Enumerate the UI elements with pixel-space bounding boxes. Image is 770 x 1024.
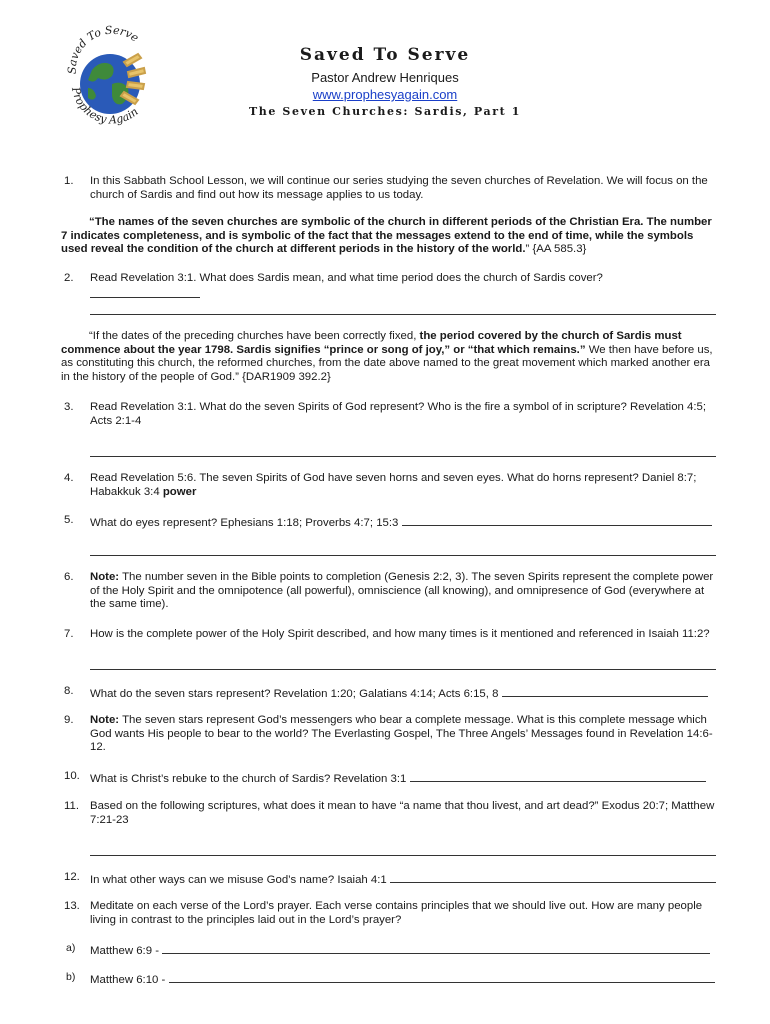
sub-item-a	[90, 942, 716, 959]
note-9-text: The seven stars represent God’s messengers who bear a complete message. What is this complete message which God wants His people to bear to the world? The Everlasting Gospel, The Three Angels’ Messages found in Revelation 14:6-12.	[90, 714, 713, 754]
item-number: 2.	[64, 272, 74, 284]
answer-line[interactable]	[90, 314, 716, 315]
answer-blank[interactable]	[169, 971, 715, 983]
note-label: Note:	[90, 571, 120, 583]
question-4-answer: power	[162, 485, 197, 498]
item-number: 6.	[64, 571, 74, 583]
quote-aa-bold: “The names of the seven churches are symbolic of the church in different periods of the Christian Era. The number 7 indicates completeness, and is symbolic of the fact that the messages extend to the end of time, while the symbols used reveal the condition of the church at different periods in the history of the world.	[61, 216, 712, 256]
item-number: 10.	[64, 770, 80, 782]
sub-item-label: b)	[66, 971, 76, 983]
item-number: 12.	[64, 871, 80, 883]
answer-line[interactable]	[90, 456, 716, 457]
question-4	[90, 472, 716, 499]
question-4-text: Read Revelation 5:6. The seven Spirits of God have seven horns and seven eyes. What do horns represent? Daniel 8:7; Habakkuk 3:4	[90, 472, 697, 498]
note-6-text: The number seven in the Bible points to completion (Genesis 2:2, 3). The seven Spirits represent the complete power of the Holy Spirit and the omnipotence (all powerful), omniscience (all knowing), and omnipresence of God (everywhere at the same time).	[90, 571, 714, 611]
sub-item-label: a)	[66, 942, 76, 954]
quote-aa	[61, 216, 716, 257]
item-number: 3.	[64, 401, 74, 413]
item-number: 1.	[64, 175, 74, 187]
answer-line[interactable]	[90, 555, 716, 556]
question-8	[90, 685, 716, 702]
question-12-text: In what other ways can we misuse God’s name? Isaiah 4:1	[90, 874, 387, 886]
sub-item-b	[90, 971, 716, 988]
question-2-text: Read Revelation 3:1. What does Sardis mean, and what time period does the church of Sardis cover?	[90, 272, 603, 284]
quote-dar	[61, 330, 716, 384]
question-10-text: What is Christ’s rebuke to the church of Sardis? Revelation 3:1	[90, 773, 407, 785]
answer-blank[interactable]	[162, 942, 710, 954]
question-5-text: What do eyes represent? Ephesians 1:18; Proverbs 4:7; 15:3	[90, 517, 399, 529]
question-11: Based on the following scriptures, what does it mean to have “a name that thou livest, and art dead?” Exodus 20:7; Matthew 7:21-23	[90, 800, 715, 826]
answer-line[interactable]	[90, 855, 716, 856]
question-3: Read Revelation 3:1. What do the seven Spirits of God represent? Who is the fire a symbol of in scripture? Revelation 4:5; Acts 2:1-4	[90, 401, 707, 427]
quote-dar-bold: the period covered by the church of Sardis must commence about the year 1798. Sardis signifies “prince or song of joy,” or “that which remains.”	[61, 330, 682, 356]
item-number: 9.	[64, 714, 74, 726]
quote-aa-ref: ” {AA 585.3}	[525, 243, 587, 256]
pastor-name: Pastor Andrew Henriques	[311, 70, 459, 85]
question-13: Meditate on each verse of the Lord’s prayer. Each verse contains principles that we should live out. How are many people living in contrast to the principles laid out in the Lord’s prayer?	[90, 900, 703, 926]
question-5	[90, 514, 716, 531]
item-number: 11.	[64, 800, 79, 812]
answer-blank[interactable]	[402, 514, 712, 526]
answer-blank[interactable]	[410, 770, 706, 782]
sub-item-b-text: Matthew 6:10 -	[90, 974, 166, 986]
question-1: In this Sabbath School Lesson, we will continue our series studying the seven churches of Revelation. We will focus on the church of Sardis and find out how its message applies to us today.	[90, 175, 708, 201]
question-12	[90, 871, 716, 888]
item-number: 4.	[64, 472, 74, 484]
note-label: Note:	[90, 714, 120, 726]
quote-dar-c: We then have before us, as constituting this church, the reformed churches, from the date above named to the great movement which marked another era in the history of the people of God.” {DAR1909 392.2}	[61, 343, 713, 383]
website-link[interactable]: www.prophesyagain.com	[312, 87, 458, 102]
answer-blank[interactable]	[390, 871, 716, 883]
item-number: 5.	[64, 514, 74, 526]
question-7: How is the complete power of the Holy Spirit described, and how many times is it mentioned and referenced in Isaiah 11:2?	[90, 628, 710, 640]
question-8-text: What do the seven stars represent? Revelation 1:20; Galatians 4:14; Acts 6:15, 8	[90, 688, 499, 700]
note-6	[90, 571, 716, 612]
note-9	[90, 714, 716, 755]
lesson-title: The Seven Churches: Sardis, Part 1	[249, 105, 521, 118]
page-title: Saved To Serve	[299, 45, 471, 65]
item-number: 8.	[64, 685, 74, 697]
sub-item-a-text: Matthew 6:9 -	[90, 945, 160, 957]
logo-bottom-text: Prophesy Again	[68, 85, 141, 127]
item-number: 7.	[64, 628, 74, 640]
question-10	[90, 770, 716, 787]
logo-top-text: Saved To Serve	[65, 23, 142, 75]
item-number: 13.	[64, 900, 80, 912]
answer-line[interactable]	[90, 669, 716, 670]
question-2	[90, 272, 716, 302]
answer-blank[interactable]	[90, 286, 200, 298]
quote-dar-a: “If the dates of the preceding churches have been correctly fixed,	[89, 330, 420, 342]
answer-blank[interactable]	[502, 685, 708, 697]
